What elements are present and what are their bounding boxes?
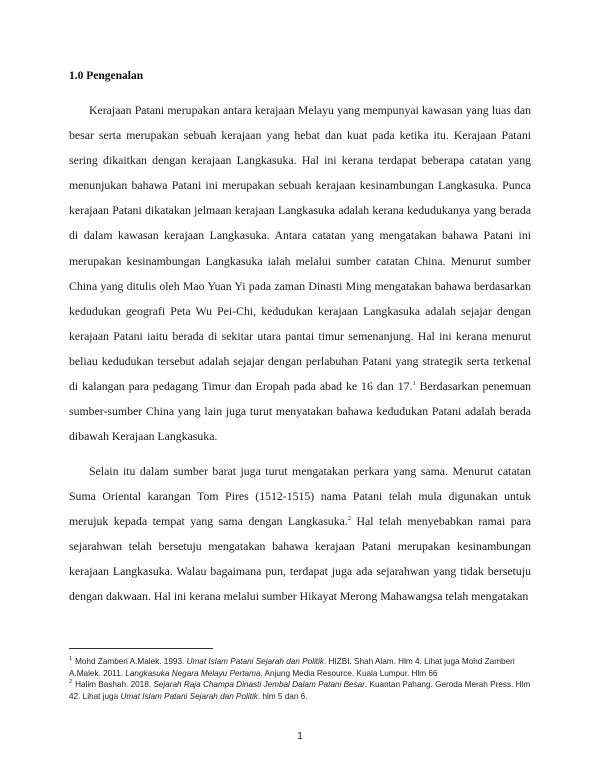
footnote-title: Umat Islam Patani Sejarah dan Politik [186, 657, 324, 666]
footnote-text: . HIZBI. Shah Alam. Hlm 4. Lihat juga Mohd Zamberi A.Malek. 2011. [69, 657, 515, 678]
footnote-text: Mohd Zamberi A.Malek. 1993. [75, 657, 187, 666]
footnote-text: . Anjung Media Resource. Kuala Lumpur. Hlm 66 [260, 668, 438, 678]
paragraph-1 [69, 98, 531, 449]
footnote-number: 1 [69, 656, 73, 663]
paragraph-2 [69, 459, 531, 610]
footnote-text: Halim Bashah. 2018. [75, 680, 154, 690]
paragraph-2-text-cont: Hal telah menyebabkan ramai para sejarahwan telah bersetuju mengatakan bahawa kerajaan Patani merupakan kesinambungan kerajaan Langkasuka. Walau bagaimana pun, terdapat juga ada sejarahwan yang tidak bersetuju dengan dakwaan. Hal ini kerana melalui sumber Hikayat Merong Mahawangsa telah mengatakan [69, 514, 531, 604]
footnote-text: . Kuantan Pahang. Geroda Merah Press. Hlm 42. Lihat juga [69, 680, 531, 701]
page-number: 1 [297, 731, 303, 742]
footnote-2 [69, 679, 539, 702]
footnote-title: Sejarah Raja Champa Dinasti Jembal Dalam Patani Besar [153, 680, 365, 690]
paragraph-1-text-cont: Berdasarkan penemuan sumber-sumber China yang lain juga turut menyatakan bahawa kedudukan Patani adalah berada dibawah Kerajaan Langkasuka. [69, 379, 531, 444]
footnotes [69, 656, 539, 702]
footnote-title: Umat Islam Patani Sejarah dan Politik [120, 691, 258, 701]
footnote-ref-1[interactable]: 1 [412, 380, 416, 388]
footnote-number: 2 [69, 679, 73, 686]
footnote-text: . hlm 5 dan 6. [257, 691, 308, 701]
paragraph-1-text: Kerajaan Patani merupakan antara kerajaan Melayu yang mempunyai kawasan yang luas dan besar serta merupakan sebuah kerajaan yang hebat dan kuat pada ketika itu. Kerajaan Patani sering dikaitkan dengan kerajaan Langkasuka. Hal ini kerana terdapat beberapa catatan yang menunjukan bahawa Patani ini merupakan sebuah kerajaan kesinambungan Langkasuka. Punca kerajaan Patani dikatakan jelmaan kerajaan Langkasuka adalah kerana kedudukanya yang berada di dalam kawasan kerajaan Langkasuka. Antara catatan yang mengatakan bahawa Patani ini merupakan kesinambungan Langkasuka ialah melalui sumber catatan China. Menurut sumber China yang ditulis oleh Mao Yuan Yi pada zaman Dinasti Ming mengatakan bahawa berdasarkan kedudukan geografi Peta Wu Pei-Chi, kedudukan kerajaan Langkasuka adalah sejajar dengan kerajaan Patani iaitu berada di sekitar utara pantai timur semenanjung. Hal ini kerana menurut beliau kedudukan tersebut adalah sejajar dengan perlabuhan Patani yang strategik serta terkenal di kalangan para pedagang Timur dan Eropah pada abad ke 16 dan 17. [69, 103, 531, 394]
footnote-divider [69, 648, 213, 649]
footnote-ref-2[interactable]: 2 [347, 515, 352, 523]
paragraph-2-text: Selain itu dalam sumber barat juga turut mengatakan perkara yang sama. Menurut catatan Suma Oriental karangan Tom Pires (1512-1515) nama Patani telah mula digunakan untuk merujuk kepada tempat yang sama dengan Langkasuka. [69, 464, 531, 529]
section-heading: 1.0 Pengenalan [69, 70, 144, 82]
footnote-title: Langkasuka Negara Melayu Pertama [125, 668, 261, 678]
footnote-1 [69, 656, 539, 679]
